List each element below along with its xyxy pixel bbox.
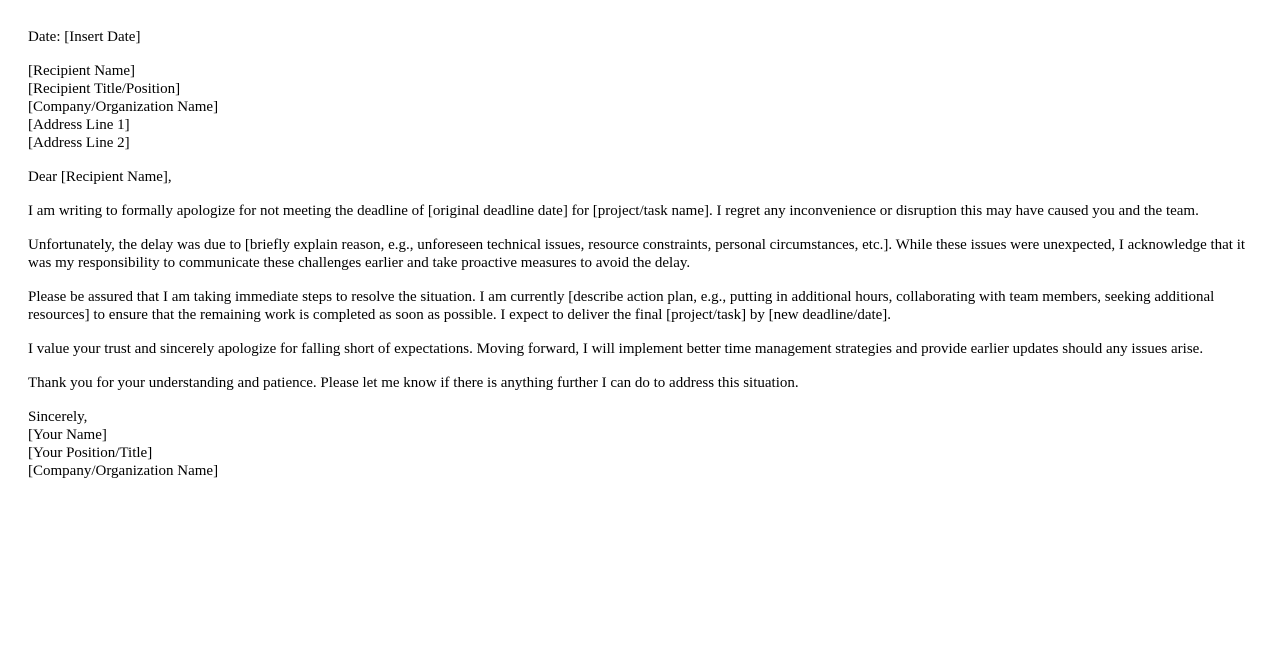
signature-block [28, 408, 1250, 480]
valediction: Sincerely, [28, 409, 88, 425]
recipient-name: [Recipient Name] [28, 63, 136, 79]
body-paragraph-action-plan: Please be assured that I am taking immediate steps to resolve the situation. I am currently [describe action plan, e.g., putting in additional hours, collaborating with team members, seeking additional resources] to ensure that the remaining work is completed as soon as possible. I expect to deliver the final [project/task] by [new deadline/date]. [28, 289, 1215, 323]
date-text: Date: [Insert Date] [28, 29, 141, 45]
date-line [28, 28, 1250, 46]
recipient-title: [Recipient Title/Position] [28, 81, 181, 97]
body-paragraph-reason: Unfortunately, the delay was due to [briefly explain reason, e.g., unforeseen technical issues, resource constraints, personal circumstances, etc.]. While these issues were unexpected, I acknowledge that it was my responsibility to communicate these challenges earlier and take proactive measures to avoid the delay. [28, 237, 1246, 271]
salutation-text: Dear [Recipient Name], [28, 169, 172, 185]
sender-name: [Your Name] [28, 427, 107, 443]
salutation [28, 168, 1250, 186]
recipient-address-line-1: [Address Line 1] [28, 117, 130, 133]
body-paragraph-commitment: I value your trust and sincerely apologize for falling short of expectations. Moving forward, I will implement better time management strategies and provide earlier updates should any issues arise. [28, 341, 1204, 357]
recipient-address-line-2: [Address Line 2] [28, 135, 130, 151]
body-paragraph-apology: I am writing to formally apologize for not meeting the deadline of [original deadline date] for [project/task name]. I regret any inconvenience or disruption this may have caused you and the team. [28, 203, 1199, 219]
body-paragraph-thanks: Thank you for your understanding and patience. Please let me know if there is anything further I can do to address this situation. [28, 375, 799, 391]
sender-company: [Company/Organization Name] [28, 463, 219, 479]
recipient-company: [Company/Organization Name] [28, 99, 219, 115]
recipient-address-block [28, 62, 1250, 152]
sender-position: [Your Position/Title] [28, 445, 153, 461]
letter [28, 28, 1250, 496]
